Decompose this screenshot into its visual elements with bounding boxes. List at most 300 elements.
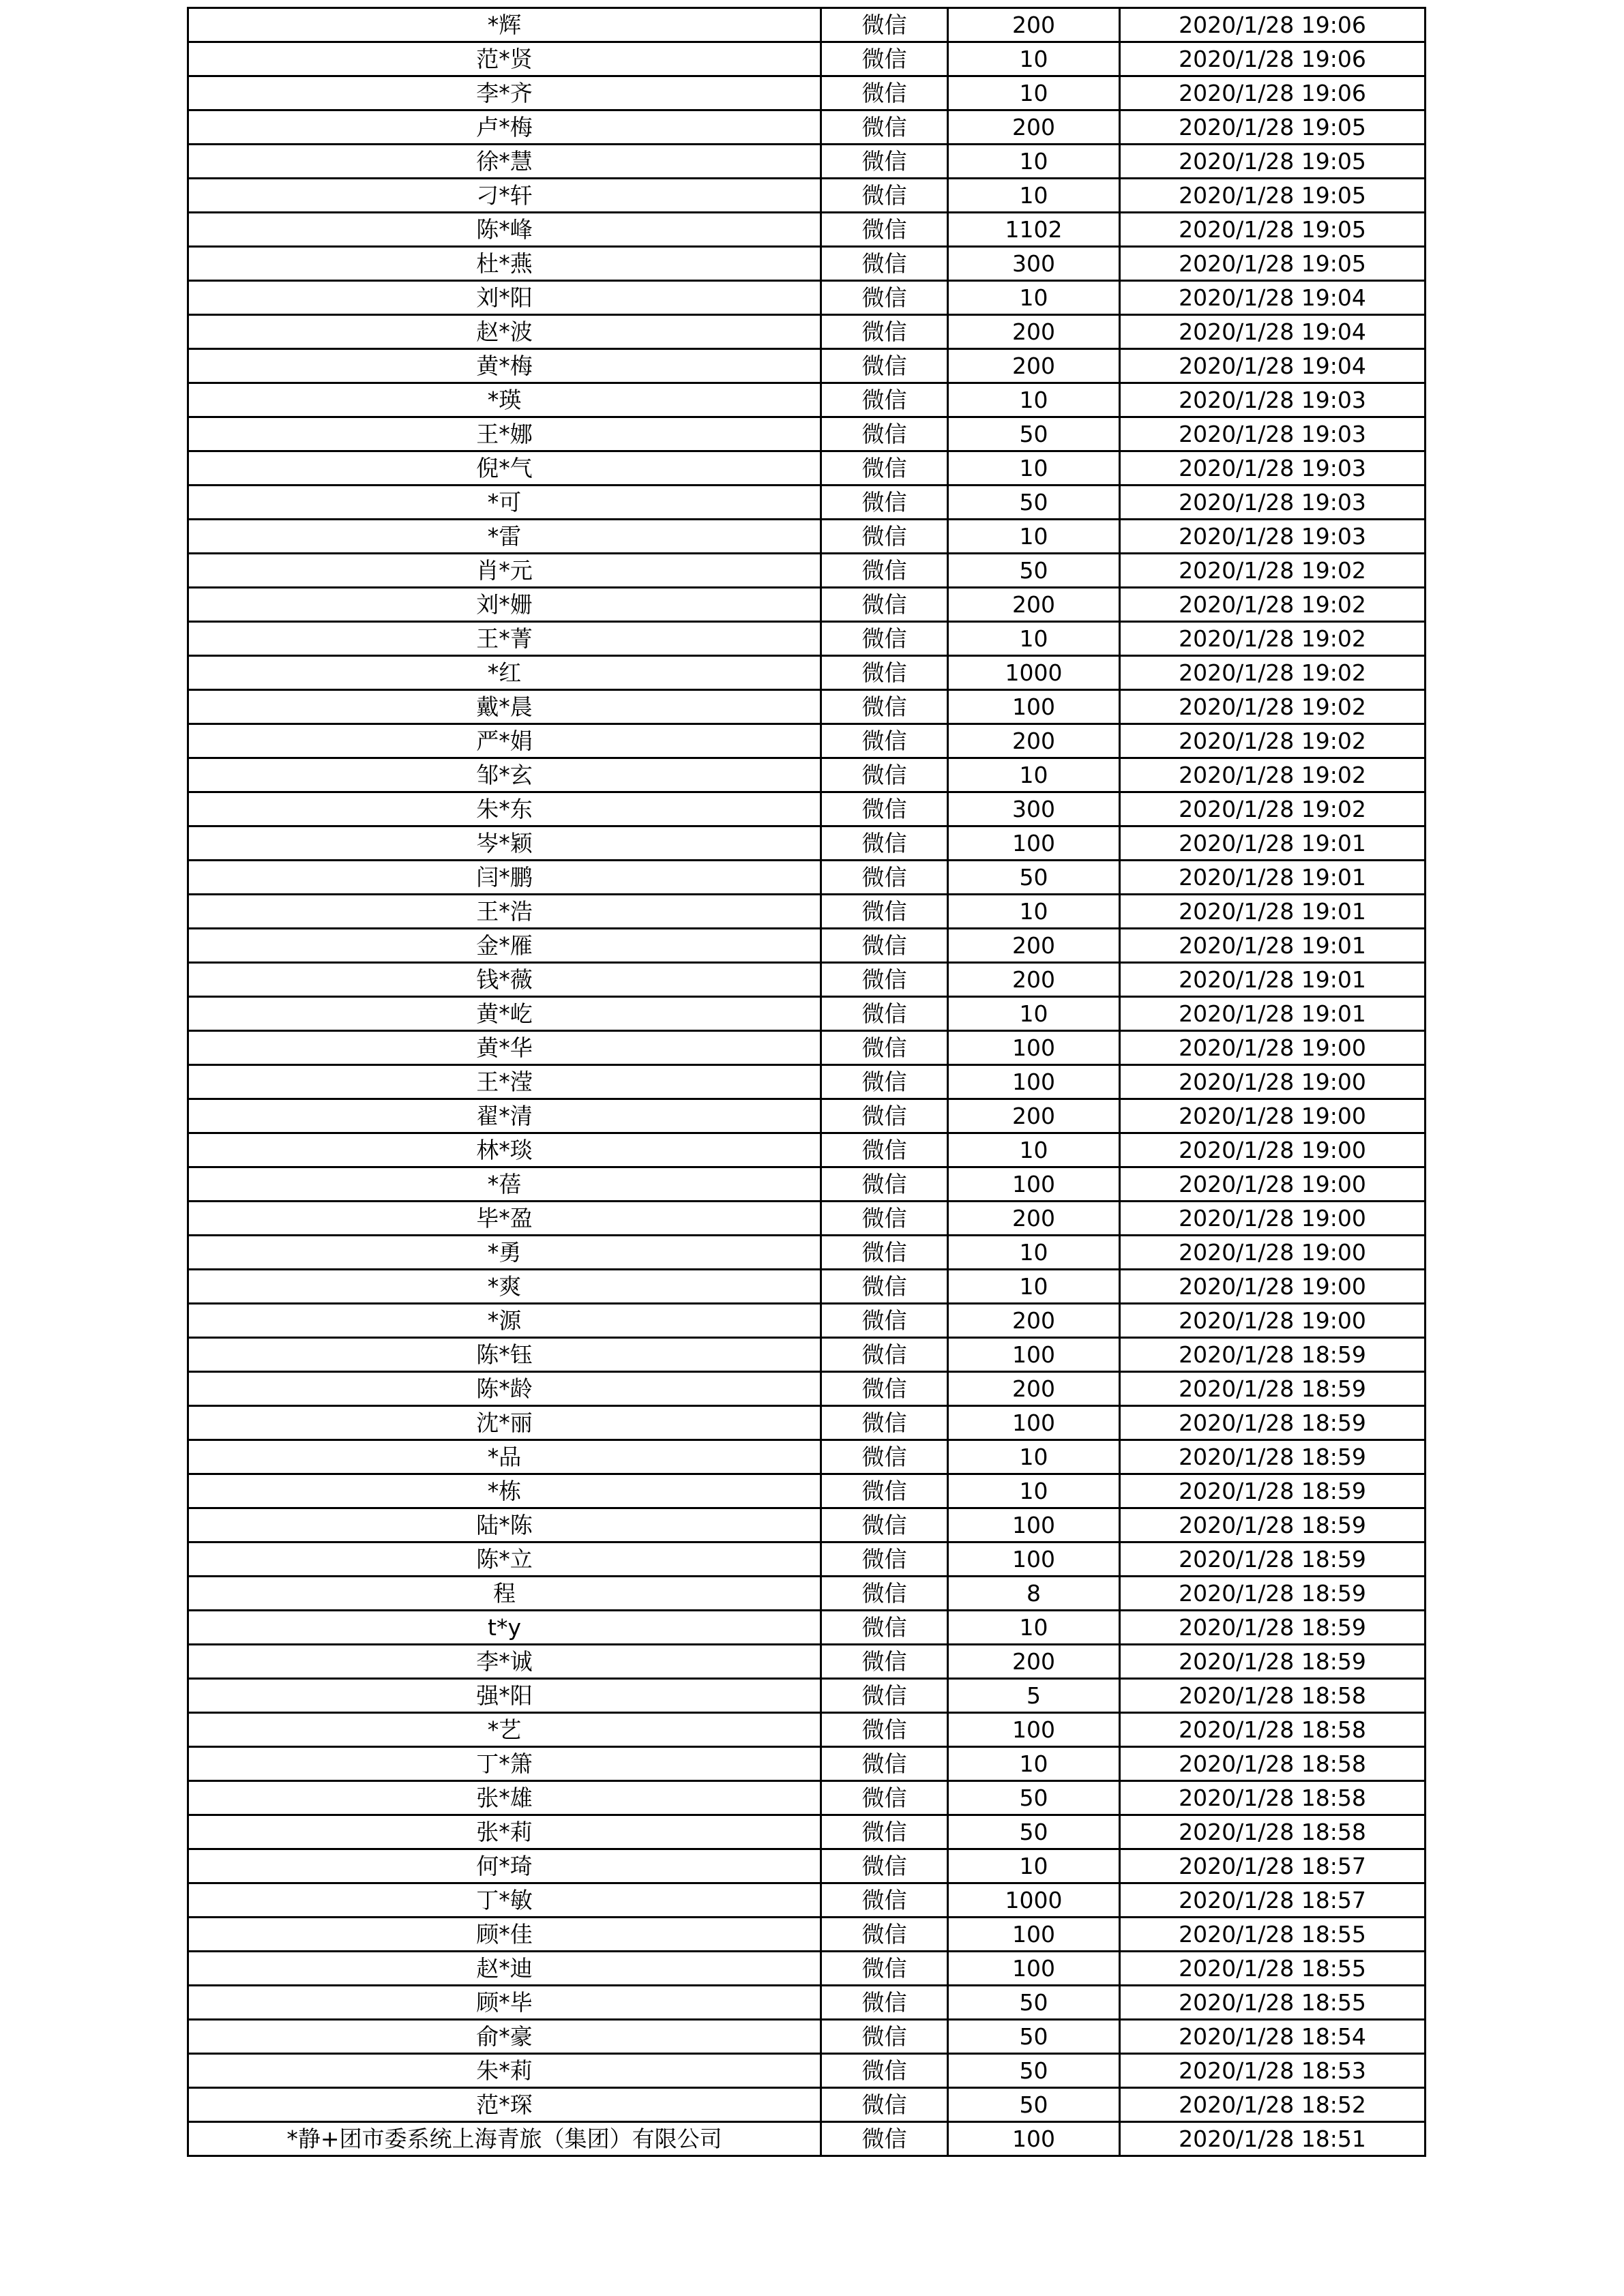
table-row — [188, 1713, 1426, 1747]
amount-cell: 10 — [948, 1440, 1120, 1474]
amount-cell: 10 — [948, 451, 1120, 486]
payment-method-cell: 微信 — [821, 2122, 948, 2156]
table-row — [188, 1508, 1426, 1542]
timestamp-cell: 2020/1/28 19:01 — [1120, 826, 1426, 861]
timestamp-cell: 2020/1/28 19:02 — [1120, 588, 1426, 622]
donor-name-cell: *静+团市委系统上海青旅（集团）有限公司 — [188, 2122, 821, 2156]
donor-name-cell: 李*诚 — [188, 1645, 821, 1679]
payment-method-cell: 微信 — [821, 1508, 948, 1542]
donor-name-cell: 程 — [188, 1577, 821, 1611]
timestamp-cell: 2020/1/28 19:01 — [1120, 861, 1426, 895]
timestamp-cell: 2020/1/28 19:01 — [1120, 997, 1426, 1031]
table-row — [188, 929, 1426, 963]
table-row — [188, 213, 1426, 247]
payment-method-cell: 微信 — [821, 588, 948, 622]
timestamp-cell: 2020/1/28 18:59 — [1120, 1508, 1426, 1542]
timestamp-cell: 2020/1/28 19:01 — [1120, 929, 1426, 963]
payment-method-cell: 微信 — [821, 1202, 948, 1236]
timestamp-cell: 2020/1/28 19:00 — [1120, 1099, 1426, 1133]
table-row — [188, 1645, 1426, 1679]
donor-name-cell: *勇 — [188, 1236, 821, 1270]
amount-cell: 200 — [948, 1202, 1120, 1236]
timestamp-cell: 2020/1/28 18:58 — [1120, 1713, 1426, 1747]
timestamp-cell: 2020/1/28 19:02 — [1120, 758, 1426, 792]
table-row — [188, 486, 1426, 520]
amount-cell: 100 — [948, 1952, 1120, 1986]
amount-cell: 10 — [948, 1270, 1120, 1304]
amount-cell: 200 — [948, 110, 1120, 145]
timestamp-cell: 2020/1/28 19:04 — [1120, 281, 1426, 315]
payment-method-cell: 微信 — [821, 247, 948, 281]
table-row — [188, 2020, 1426, 2054]
table-row — [188, 520, 1426, 554]
timestamp-cell: 2020/1/28 19:02 — [1120, 690, 1426, 724]
table-row — [188, 1918, 1426, 1952]
donor-name-cell: 戴*晨 — [188, 690, 821, 724]
timestamp-cell: 2020/1/28 19:00 — [1120, 1202, 1426, 1236]
payment-method-cell: 微信 — [821, 349, 948, 383]
payment-method-cell: 微信 — [821, 486, 948, 520]
payment-method-cell: 微信 — [821, 213, 948, 247]
amount-cell: 200 — [948, 1372, 1120, 1406]
donor-name-cell: 黄*华 — [188, 1031, 821, 1065]
donor-name-cell: 卢*梅 — [188, 110, 821, 145]
payment-method-cell: 微信 — [821, 1883, 948, 1918]
table-row — [188, 1883, 1426, 1918]
payment-method-cell: 微信 — [821, 315, 948, 349]
donor-name-cell: 黄*梅 — [188, 349, 821, 383]
timestamp-cell: 2020/1/28 19:00 — [1120, 1065, 1426, 1099]
amount-cell: 10 — [948, 1849, 1120, 1883]
timestamp-cell: 2020/1/28 19:05 — [1120, 145, 1426, 179]
donor-name-cell: 倪*气 — [188, 451, 821, 486]
donor-name-cell: 李*齐 — [188, 76, 821, 110]
table-row — [188, 2054, 1426, 2088]
timestamp-cell: 2020/1/28 18:53 — [1120, 2054, 1426, 2088]
payment-method-cell: 微信 — [821, 2054, 948, 2088]
donor-name-cell: 邹*玄 — [188, 758, 821, 792]
table-row — [188, 1133, 1426, 1167]
payment-method-cell: 微信 — [821, 656, 948, 690]
table-row — [188, 1815, 1426, 1849]
amount-cell: 10 — [948, 281, 1120, 315]
amount-cell: 1102 — [948, 213, 1120, 247]
payment-method-cell: 微信 — [821, 1065, 948, 1099]
timestamp-cell: 2020/1/28 19:03 — [1120, 520, 1426, 554]
amount-cell: 100 — [948, 1542, 1120, 1577]
table-row — [188, 963, 1426, 997]
donor-name-cell: 张*雄 — [188, 1781, 821, 1815]
donation-sheet — [187, 7, 1424, 2157]
timestamp-cell: 2020/1/28 18:59 — [1120, 1338, 1426, 1372]
donor-name-cell: 朱*莉 — [188, 2054, 821, 2088]
donor-name-cell: 黄*屹 — [188, 997, 821, 1031]
payment-method-cell: 微信 — [821, 963, 948, 997]
amount-cell: 200 — [948, 724, 1120, 758]
payment-method-cell: 微信 — [821, 1474, 948, 1508]
donor-name-cell: t*y — [188, 1611, 821, 1645]
amount-cell: 50 — [948, 861, 1120, 895]
amount-cell: 10 — [948, 42, 1120, 76]
payment-method-cell: 微信 — [821, 1952, 948, 1986]
table-row — [188, 1236, 1426, 1270]
payment-method-cell: 微信 — [821, 1986, 948, 2020]
timestamp-cell: 2020/1/28 19:02 — [1120, 656, 1426, 690]
amount-cell: 300 — [948, 792, 1120, 826]
amount-cell: 10 — [948, 179, 1120, 213]
donor-name-cell: 钱*薇 — [188, 963, 821, 997]
table-row — [188, 76, 1426, 110]
table-row — [188, 622, 1426, 656]
amount-cell: 100 — [948, 1065, 1120, 1099]
table-row — [188, 451, 1426, 486]
payment-method-cell: 微信 — [821, 1031, 948, 1065]
amount-cell: 10 — [948, 145, 1120, 179]
amount-cell: 100 — [948, 1918, 1120, 1952]
table-row — [188, 1304, 1426, 1338]
timestamp-cell: 2020/1/28 19:05 — [1120, 247, 1426, 281]
timestamp-cell: 2020/1/28 19:02 — [1120, 554, 1426, 588]
amount-cell: 1000 — [948, 656, 1120, 690]
amount-cell: 100 — [948, 1338, 1120, 1372]
timestamp-cell: 2020/1/28 18:59 — [1120, 1406, 1426, 1440]
amount-cell: 50 — [948, 2020, 1120, 2054]
amount-cell: 10 — [948, 383, 1120, 417]
timestamp-cell: 2020/1/28 19:02 — [1120, 724, 1426, 758]
table-row — [188, 110, 1426, 145]
table-row — [188, 1440, 1426, 1474]
donor-name-cell: 何*琦 — [188, 1849, 821, 1883]
donor-name-cell: 王*娜 — [188, 417, 821, 451]
donor-name-cell: *栋 — [188, 1474, 821, 1508]
table-row — [188, 1031, 1426, 1065]
donor-name-cell: *品 — [188, 1440, 821, 1474]
amount-cell: 200 — [948, 1099, 1120, 1133]
timestamp-cell: 2020/1/28 19:00 — [1120, 1236, 1426, 1270]
amount-cell: 10 — [948, 758, 1120, 792]
timestamp-cell: 2020/1/28 18:58 — [1120, 1747, 1426, 1781]
amount-cell: 10 — [948, 997, 1120, 1031]
timestamp-cell: 2020/1/28 19:05 — [1120, 213, 1426, 247]
donor-name-cell: *瑛 — [188, 383, 821, 417]
timestamp-cell: 2020/1/28 19:04 — [1120, 349, 1426, 383]
amount-cell: 50 — [948, 486, 1120, 520]
amount-cell: 10 — [948, 1474, 1120, 1508]
table-row — [188, 179, 1426, 213]
amount-cell: 10 — [948, 76, 1120, 110]
payment-method-cell: 微信 — [821, 1167, 948, 1202]
table-row — [188, 1270, 1426, 1304]
donor-name-cell: *源 — [188, 1304, 821, 1338]
payment-method-cell: 微信 — [821, 281, 948, 315]
amount-cell: 10 — [948, 622, 1120, 656]
timestamp-cell: 2020/1/28 19:00 — [1120, 1133, 1426, 1167]
timestamp-cell: 2020/1/28 18:55 — [1120, 1952, 1426, 1986]
payment-method-cell: 微信 — [821, 622, 948, 656]
timestamp-cell: 2020/1/28 18:59 — [1120, 1440, 1426, 1474]
table-row — [188, 1542, 1426, 1577]
amount-cell: 200 — [948, 1645, 1120, 1679]
donor-name-cell: 赵*迪 — [188, 1952, 821, 1986]
timestamp-cell: 2020/1/28 19:01 — [1120, 963, 1426, 997]
donor-name-cell: 范*琛 — [188, 2088, 821, 2122]
payment-method-cell: 微信 — [821, 861, 948, 895]
amount-cell: 200 — [948, 929, 1120, 963]
timestamp-cell: 2020/1/28 18:55 — [1120, 1918, 1426, 1952]
payment-method-cell: 微信 — [821, 1645, 948, 1679]
timestamp-cell: 2020/1/28 18:59 — [1120, 1474, 1426, 1508]
amount-cell: 100 — [948, 1713, 1120, 1747]
payment-method-cell: 微信 — [821, 758, 948, 792]
payment-method-cell: 微信 — [821, 724, 948, 758]
donor-name-cell: *艺 — [188, 1713, 821, 1747]
table-row — [188, 1577, 1426, 1611]
payment-method-cell: 微信 — [821, 1338, 948, 1372]
table-row — [188, 1781, 1426, 1815]
amount-cell: 100 — [948, 2122, 1120, 2156]
amount-cell: 8 — [948, 1577, 1120, 1611]
payment-method-cell: 微信 — [821, 1304, 948, 1338]
table-row — [188, 656, 1426, 690]
table-row — [188, 1167, 1426, 1202]
timestamp-cell: 2020/1/28 18:52 — [1120, 2088, 1426, 2122]
timestamp-cell: 2020/1/28 19:03 — [1120, 383, 1426, 417]
payment-method-cell: 微信 — [821, 1133, 948, 1167]
donor-name-cell: 刘*阳 — [188, 281, 821, 315]
table-row — [188, 1406, 1426, 1440]
table-row — [188, 247, 1426, 281]
amount-cell: 50 — [948, 1815, 1120, 1849]
table-row — [188, 1338, 1426, 1372]
table-row — [188, 690, 1426, 724]
timestamp-cell: 2020/1/28 18:58 — [1120, 1781, 1426, 1815]
timestamp-cell: 2020/1/28 18:57 — [1120, 1849, 1426, 1883]
table-row — [188, 383, 1426, 417]
timestamp-cell: 2020/1/28 19:00 — [1120, 1270, 1426, 1304]
amount-cell: 1000 — [948, 1883, 1120, 1918]
payment-method-cell: 微信 — [821, 929, 948, 963]
donor-name-cell: 徐*慧 — [188, 145, 821, 179]
table-row — [188, 1986, 1426, 2020]
amount-cell: 10 — [948, 1611, 1120, 1645]
donor-name-cell: 顾*佳 — [188, 1918, 821, 1952]
payment-method-cell: 微信 — [821, 1542, 948, 1577]
payment-method-cell: 微信 — [821, 1849, 948, 1883]
payment-method-cell: 微信 — [821, 110, 948, 145]
payment-method-cell: 微信 — [821, 1611, 948, 1645]
table-row — [188, 1474, 1426, 1508]
payment-method-cell: 微信 — [821, 1918, 948, 1952]
donor-name-cell: 陈*龄 — [188, 1372, 821, 1406]
amount-cell: 50 — [948, 417, 1120, 451]
payment-method-cell: 微信 — [821, 2088, 948, 2122]
timestamp-cell: 2020/1/28 19:02 — [1120, 622, 1426, 656]
payment-method-cell: 微信 — [821, 1747, 948, 1781]
table-row — [188, 1065, 1426, 1099]
donor-name-cell: 范*贤 — [188, 42, 821, 76]
table-row — [188, 1611, 1426, 1645]
amount-cell: 10 — [948, 1236, 1120, 1270]
donor-name-cell: *蓓 — [188, 1167, 821, 1202]
timestamp-cell: 2020/1/28 19:03 — [1120, 486, 1426, 520]
donor-name-cell: 王*浩 — [188, 895, 821, 929]
donor-name-cell: 刘*姗 — [188, 588, 821, 622]
table-row — [188, 2088, 1426, 2122]
payment-method-cell: 微信 — [821, 1679, 948, 1713]
payment-method-cell: 微信 — [821, 1372, 948, 1406]
donor-name-cell: 强*阳 — [188, 1679, 821, 1713]
donor-name-cell: 金*雁 — [188, 929, 821, 963]
table-row — [188, 281, 1426, 315]
timestamp-cell: 2020/1/28 19:06 — [1120, 42, 1426, 76]
payment-method-cell: 微信 — [821, 76, 948, 110]
table-row — [188, 315, 1426, 349]
donation-table — [187, 7, 1426, 2157]
payment-method-cell: 微信 — [821, 1815, 948, 1849]
amount-cell: 100 — [948, 1167, 1120, 1202]
payment-method-cell: 微信 — [821, 997, 948, 1031]
donor-name-cell: 王*滢 — [188, 1065, 821, 1099]
timestamp-cell: 2020/1/28 19:02 — [1120, 792, 1426, 826]
donor-name-cell: 陈*钰 — [188, 1338, 821, 1372]
donor-name-cell: 严*娟 — [188, 724, 821, 758]
timestamp-cell: 2020/1/28 18:54 — [1120, 2020, 1426, 2054]
amount-cell: 5 — [948, 1679, 1120, 1713]
table-row — [188, 724, 1426, 758]
timestamp-cell: 2020/1/28 19:04 — [1120, 315, 1426, 349]
timestamp-cell: 2020/1/28 18:58 — [1120, 1815, 1426, 1849]
table-row — [188, 1372, 1426, 1406]
timestamp-cell: 2020/1/28 19:06 — [1120, 8, 1426, 42]
amount-cell: 50 — [948, 1781, 1120, 1815]
donor-name-cell: 陈*立 — [188, 1542, 821, 1577]
table-row — [188, 417, 1426, 451]
donor-name-cell: 朱*东 — [188, 792, 821, 826]
amount-cell: 200 — [948, 315, 1120, 349]
amount-cell: 200 — [948, 8, 1120, 42]
donor-name-cell: 刁*轩 — [188, 179, 821, 213]
amount-cell: 50 — [948, 1986, 1120, 2020]
table-row — [188, 758, 1426, 792]
payment-method-cell: 微信 — [821, 42, 948, 76]
payment-method-cell: 微信 — [821, 1236, 948, 1270]
donor-name-cell: 王*菁 — [188, 622, 821, 656]
payment-method-cell: 微信 — [821, 1099, 948, 1133]
table-row — [188, 554, 1426, 588]
payment-method-cell: 微信 — [821, 2020, 948, 2054]
amount-cell: 100 — [948, 826, 1120, 861]
table-row — [188, 826, 1426, 861]
table-row — [188, 588, 1426, 622]
timestamp-cell: 2020/1/28 18:55 — [1120, 1986, 1426, 2020]
donor-name-cell: 翟*清 — [188, 1099, 821, 1133]
amount-cell: 50 — [948, 554, 1120, 588]
timestamp-cell: 2020/1/28 19:05 — [1120, 179, 1426, 213]
payment-method-cell: 微信 — [821, 383, 948, 417]
donor-name-cell: 俞*豪 — [188, 2020, 821, 2054]
timestamp-cell: 2020/1/28 18:59 — [1120, 1645, 1426, 1679]
timestamp-cell: 2020/1/28 19:06 — [1120, 76, 1426, 110]
payment-method-cell: 微信 — [821, 1406, 948, 1440]
donor-name-cell: *辉 — [188, 8, 821, 42]
table-row — [188, 8, 1426, 42]
payment-method-cell: 微信 — [821, 895, 948, 929]
timestamp-cell: 2020/1/28 19:03 — [1120, 451, 1426, 486]
table-row — [188, 1849, 1426, 1883]
amount-cell: 200 — [948, 349, 1120, 383]
timestamp-cell: 2020/1/28 18:58 — [1120, 1679, 1426, 1713]
timestamp-cell: 2020/1/28 19:01 — [1120, 895, 1426, 929]
table-row — [188, 997, 1426, 1031]
donor-name-cell: *爽 — [188, 1270, 821, 1304]
table-row — [188, 861, 1426, 895]
donor-name-cell: 沈*丽 — [188, 1406, 821, 1440]
timestamp-cell: 2020/1/28 19:05 — [1120, 110, 1426, 145]
amount-cell: 300 — [948, 247, 1120, 281]
donor-name-cell: 杜*燕 — [188, 247, 821, 281]
table-row — [188, 349, 1426, 383]
amount-cell: 100 — [948, 1031, 1120, 1065]
payment-method-cell: 微信 — [821, 1577, 948, 1611]
amount-cell: 100 — [948, 1508, 1120, 1542]
donor-name-cell: 赵*波 — [188, 315, 821, 349]
payment-method-cell: 微信 — [821, 1440, 948, 1474]
donor-name-cell: *红 — [188, 656, 821, 690]
donor-name-cell: 毕*盈 — [188, 1202, 821, 1236]
table-row — [188, 2122, 1426, 2156]
donor-name-cell: *雷 — [188, 520, 821, 554]
amount-cell: 100 — [948, 1406, 1120, 1440]
payment-method-cell: 微信 — [821, 1713, 948, 1747]
timestamp-cell: 2020/1/28 19:00 — [1120, 1167, 1426, 1202]
amount-cell: 100 — [948, 690, 1120, 724]
payment-method-cell: 微信 — [821, 417, 948, 451]
table-row — [188, 895, 1426, 929]
donor-name-cell: 陆*陈 — [188, 1508, 821, 1542]
payment-method-cell: 微信 — [821, 826, 948, 861]
timestamp-cell: 2020/1/28 19:03 — [1120, 417, 1426, 451]
donor-name-cell: 陈*峰 — [188, 213, 821, 247]
timestamp-cell: 2020/1/28 18:59 — [1120, 1372, 1426, 1406]
timestamp-cell: 2020/1/28 18:59 — [1120, 1542, 1426, 1577]
donor-name-cell: 林*琰 — [188, 1133, 821, 1167]
payment-method-cell: 微信 — [821, 554, 948, 588]
amount-cell: 10 — [948, 1747, 1120, 1781]
table-row — [188, 145, 1426, 179]
amount-cell: 200 — [948, 588, 1120, 622]
amount-cell: 10 — [948, 1133, 1120, 1167]
amount-cell: 50 — [948, 2054, 1120, 2088]
payment-method-cell: 微信 — [821, 792, 948, 826]
payment-method-cell: 微信 — [821, 520, 948, 554]
payment-method-cell: 微信 — [821, 8, 948, 42]
timestamp-cell: 2020/1/28 19:00 — [1120, 1031, 1426, 1065]
donation-table-body — [188, 8, 1426, 2156]
table-row — [188, 792, 1426, 826]
timestamp-cell: 2020/1/28 18:59 — [1120, 1611, 1426, 1645]
payment-method-cell: 微信 — [821, 145, 948, 179]
payment-method-cell: 微信 — [821, 1781, 948, 1815]
donor-name-cell: 丁*箫 — [188, 1747, 821, 1781]
payment-method-cell: 微信 — [821, 690, 948, 724]
amount-cell: 200 — [948, 963, 1120, 997]
donor-name-cell: 丁*敏 — [188, 1883, 821, 1918]
payment-method-cell: 微信 — [821, 179, 948, 213]
table-row — [188, 1952, 1426, 1986]
timestamp-cell: 2020/1/28 18:59 — [1120, 1577, 1426, 1611]
donor-name-cell: 顾*毕 — [188, 1986, 821, 2020]
amount-cell: 200 — [948, 1304, 1120, 1338]
